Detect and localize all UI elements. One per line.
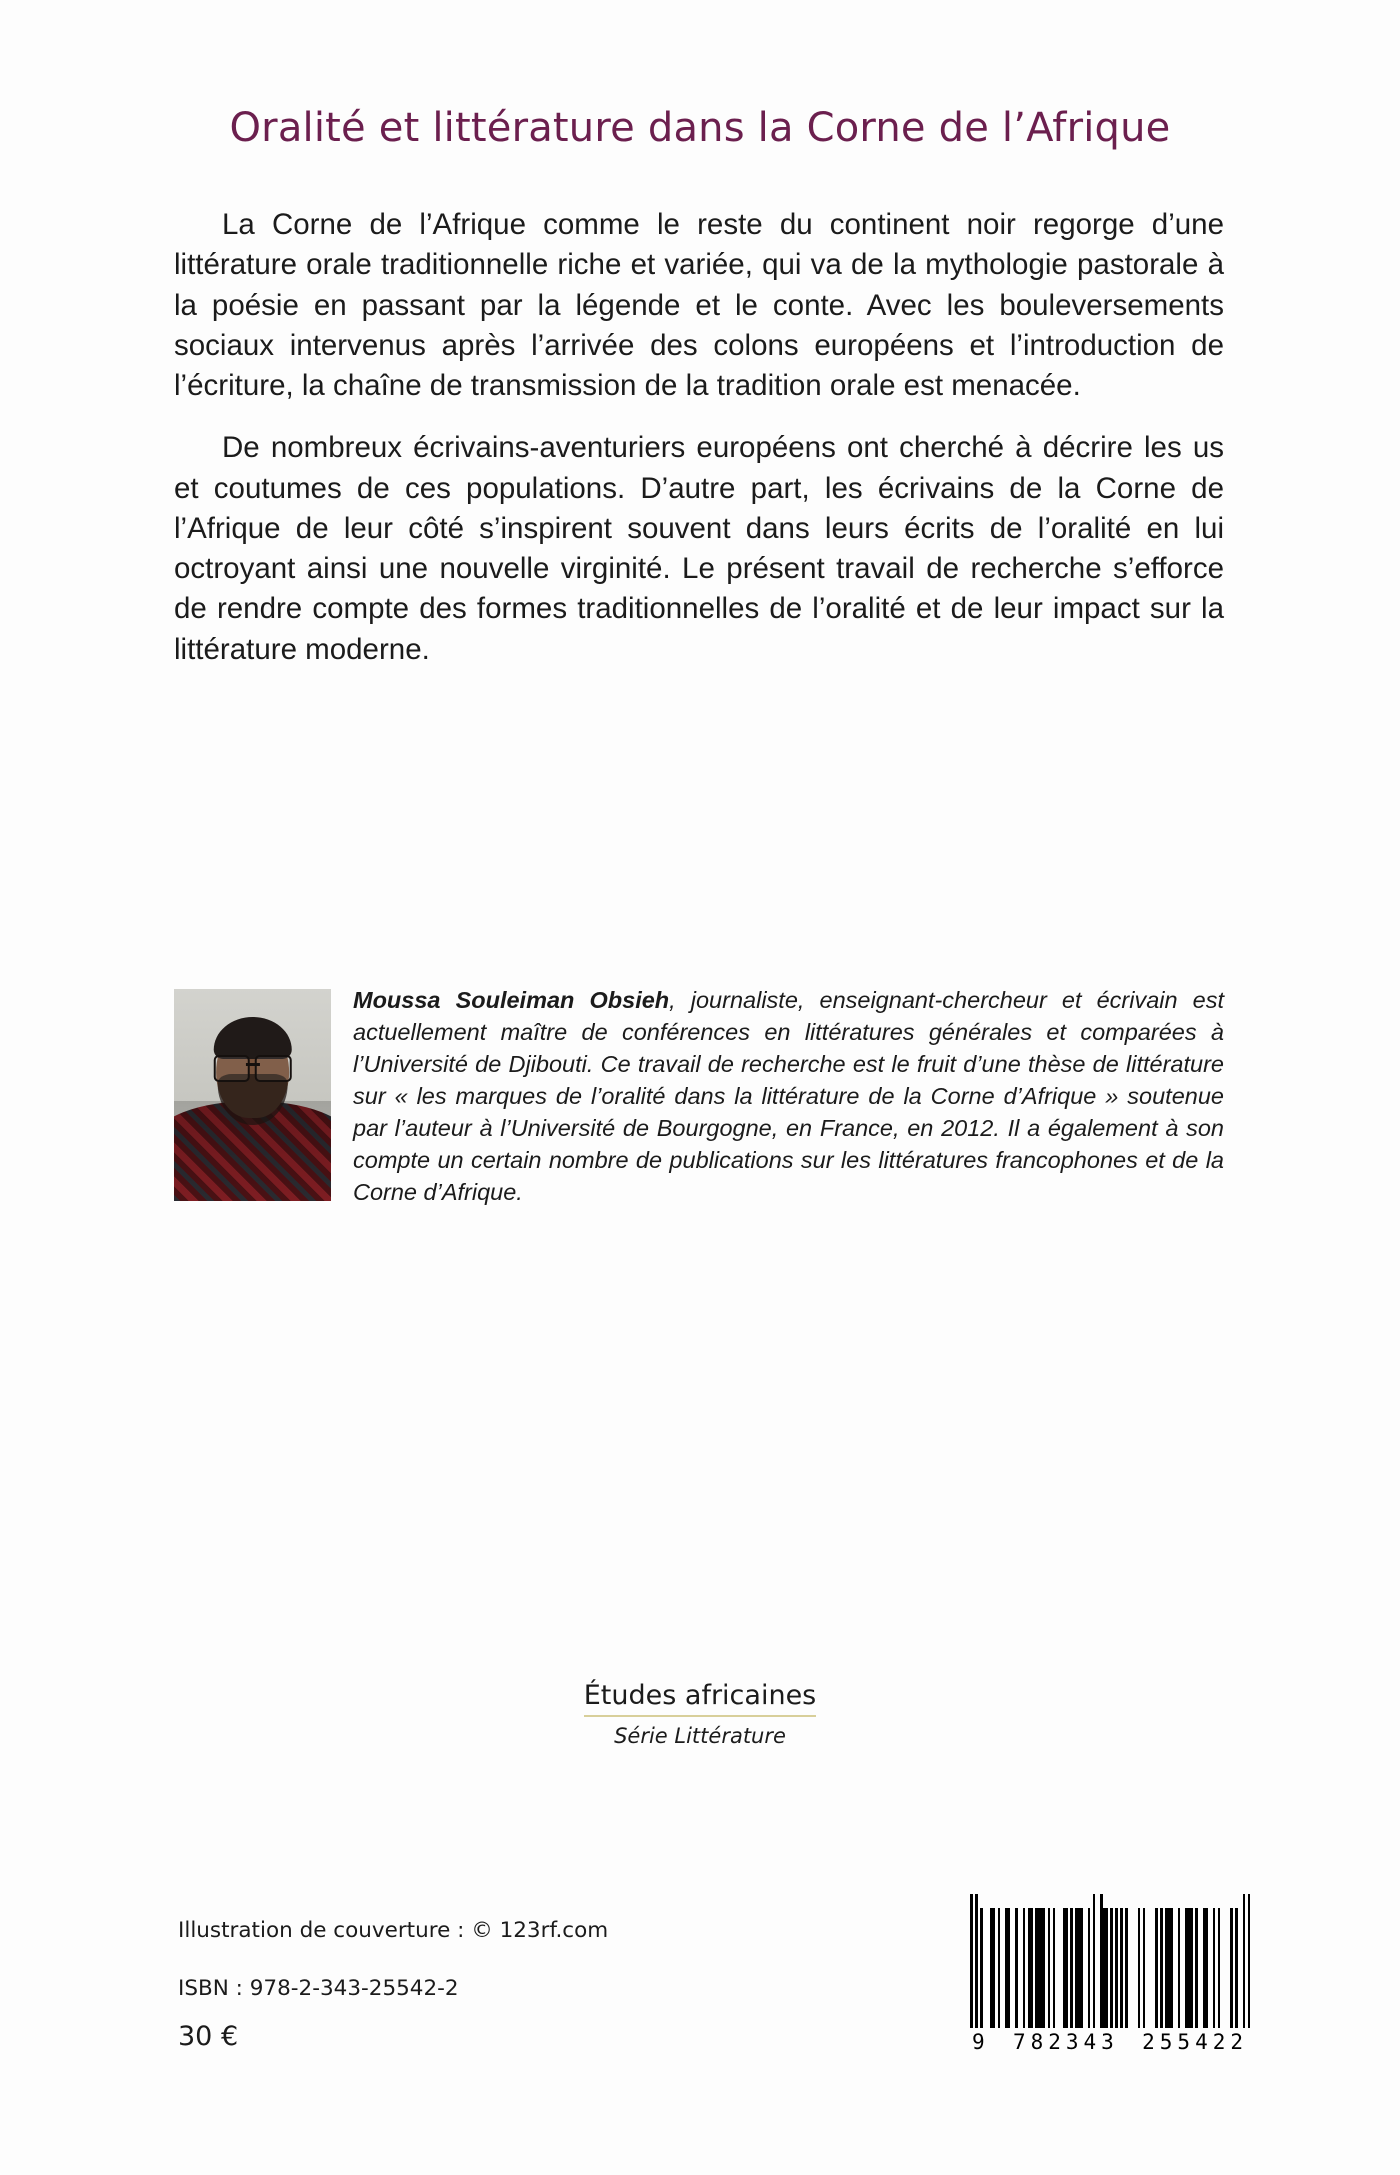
cover-illustration-credit: Illustration de couverture : © 123rf.com — [178, 1918, 609, 1943]
barcode-bars — [970, 1908, 1250, 2028]
barcode-digits — [970, 2030, 1250, 2054]
collection-block — [0, 1680, 1400, 1748]
portrait-glasses-icon — [213, 1055, 292, 1078]
page-title: Oralité et littérature dans la Corne de l’Afrique — [229, 104, 1171, 151]
collection-name: Études africaines — [584, 1680, 817, 1717]
blurb-text — [174, 205, 1224, 692]
footer-info — [178, 1918, 608, 2052]
barcode-group-2: 255422 — [1142, 2030, 1248, 2054]
author-biography — [174, 985, 1224, 1209]
portrait-glasses-bridge — [245, 1063, 259, 1066]
author-bio-text: , journaliste, enseignant-chercheur et écrivain est actuellement maître de conférences en littératures générales et comparées à l’Université de Djibouti. Ce travail de recherche est le fruit d’une thèse de littérature sur « les marques de l’oralité dans la littérature de la Corne d’Afrique » soutenue par l’auteur à l’Université de Bourgogne, en France, en 2012. Il a également à son compte un certain nombre de publications sur les littératures francophones et de la Corne d’Afrique. — [353, 987, 1224, 1205]
barcode-lead-digit: 9 — [972, 2030, 990, 2054]
barcode-group-1: 782343 — [1012, 2030, 1119, 2054]
barcode — [970, 1908, 1250, 2054]
collection-series: Série Littérature — [614, 1724, 786, 1748]
blurb-paragraph-1: La Corne de l’Afrique comme le reste du continent noir regorge d’une littérature orale traditionnelle riche et variée, qui va de la mythologie pastorale à la poésie en passant par la légende et le conte. Avec les bouleversements sociaux intervenus après l’arrivée des colons européens et l’introduction de l’écriture, la chaîne de transmission de la tradition orale est menacée. — [174, 208, 1224, 403]
isbn-text: ISBN : 978-2-343-25542-2 — [178, 1976, 459, 2001]
author-name: Moussa Souleiman Obsieh — [353, 987, 670, 1013]
blurb-paragraph-2: De nombreux écrivains-aventuriers européens ont cherché à décrire les us et coutumes de ces populations. D’autre part, les écrivains de la Corne de l’Afrique de leur côté s’inspirent souvent dans leurs écrits de l’oralité en lui octroyant ainsi une nouvelle virginité. Le présent travail de recherche s’efforce de rendre compte des formes traditionnelles de l’oralité et de leur impact sur la littérature moderne. — [174, 431, 1224, 666]
price-text: 30 € — [178, 2021, 239, 2052]
author-portrait-photo — [174, 989, 331, 1201]
